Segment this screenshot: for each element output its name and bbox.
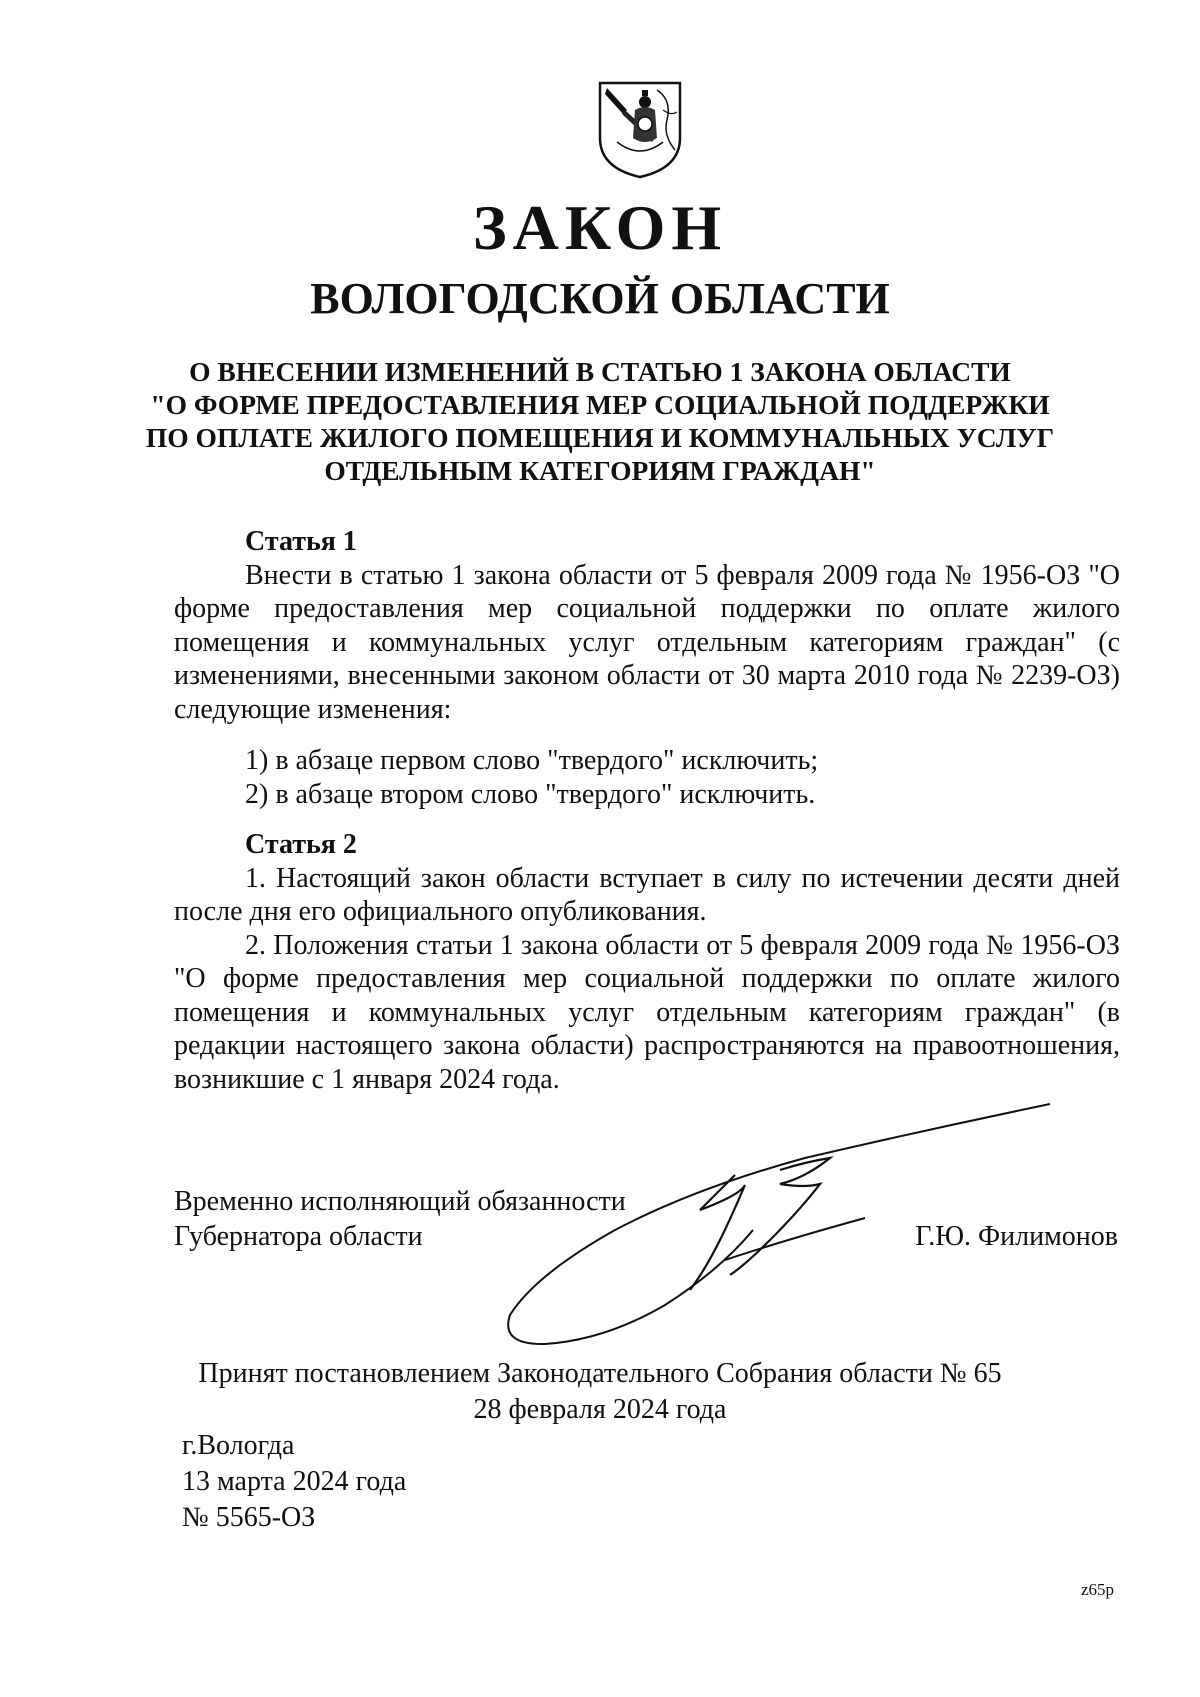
article-2-paragraph-2: 2. Положения статьи 1 закона области от 5 февраля 2009 года № 1956-ОЗ "О форме предоставления мер социальной поддержки по оплате жилого помещения и коммунальных услуг отдельным категориям граждан" (в редакции настоящего закона области) распространяются на правоотношения, возникшие с 1 января 2024 года. [174, 929, 1120, 1095]
article-1 [174, 525, 1120, 811]
law-number: № 5565-ОЗ [182, 1502, 316, 1533]
law-name-line: ПО ОПЛАТЕ ЖИЛОГО ПОМЕЩЕНИЯ И КОММУНАЛЬНЫХ УСЛУГ [145, 422, 1055, 453]
law-name [140, 355, 1060, 487]
signatory-position-line: Временно исполняющий обязанности [174, 1186, 626, 1217]
article-2-paragraph-1: 1. Настоящий закон области вступает в силу по истечении десяти дней после дня его официального опубликования. [174, 862, 1120, 927]
article-1-item: 2) в абзаце втором слово "твердого" исключить. [245, 778, 816, 810]
adoption-date: 28 февраля 2024 года [473, 1394, 727, 1425]
signatory-name: Г.Ю. Филимонов [915, 1221, 1118, 1252]
article-2-heading: Статья 2 [245, 829, 357, 860]
signing-date: 13 марта 2024 года [182, 1466, 407, 1497]
place-date-number [182, 1428, 406, 1536]
article-1-intro: Внести в статью 1 закона области от 5 февраля 2009 года № 1956-ОЗ "О форме предоставления мер социальной поддержки по оплате жилого помещения и коммунальных услуг отдельным категориям граждан" (с изменениями, внесенными законом области от 30 марта 2010 года № 2239-ОЗ) следующие изменения: [174, 559, 1120, 725]
region-title: ВОЛОГОДСКОЙ ОБЛАСТИ [310, 274, 890, 323]
law-name-line: "О ФОРМЕ ПРЕДОСТАВЛЕНИЯ МЕР СОЦИАЛЬНОЙ ПОДДЕРЖКИ [150, 389, 1050, 420]
article-2 [174, 828, 1120, 1096]
article-1-heading: Статья 1 [245, 526, 357, 557]
law-name-line: ОТДЕЛЬНЫМ КАТЕГОРИЯМ ГРАЖДАН" [324, 455, 876, 486]
document-type-title: ЗАКОН [472, 192, 728, 263]
adoption-note [0, 1356, 1200, 1428]
adoption-line: Принят постановлением Законодательного Собрания области № 65 [198, 1358, 1002, 1389]
signatory-position-line: Губернатора области [174, 1221, 423, 1252]
law-name-line: О ВНЕСЕНИИ ИЗМЕНЕНИЙ В СТАТЬЮ 1 ЗАКОНА ОБЛАСТИ [189, 356, 1011, 387]
coat-of-arms-emblem [597, 80, 683, 180]
city: г.Вологда [182, 1430, 295, 1461]
document-code: z65p [1081, 1580, 1115, 1599]
article-1-item: 1) в абзаце первом слово "твердого" исключить; [245, 745, 819, 776]
